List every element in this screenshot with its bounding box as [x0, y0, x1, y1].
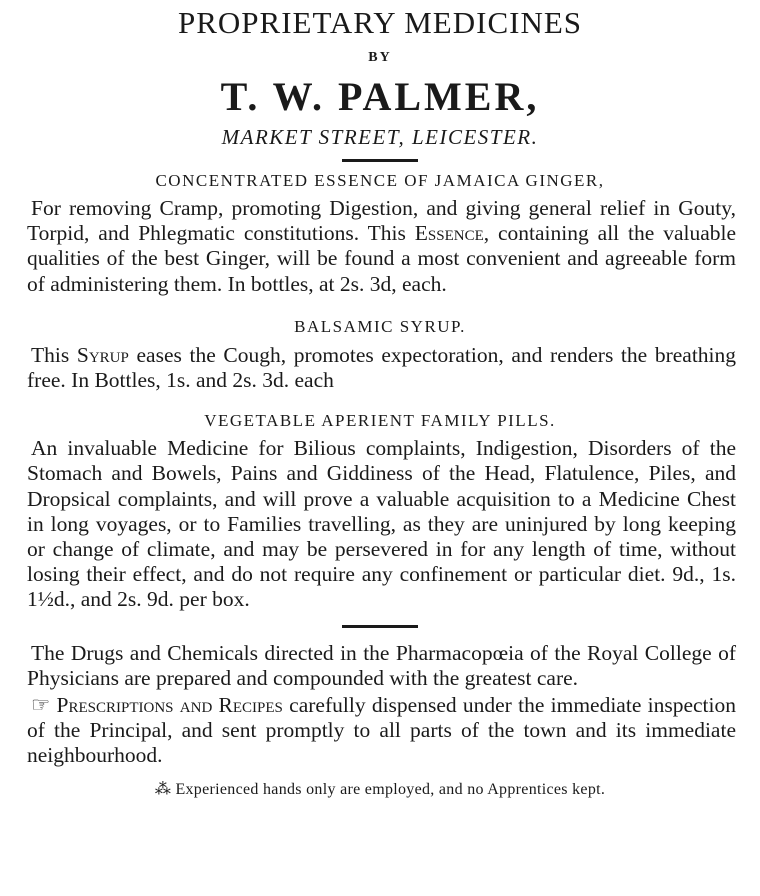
syrup-text-end: eases the Cough, promotes expectoration, and renders the breathing free. In Bottles, 1s. and 2s. 3d. each: [27, 342, 737, 393]
by-line: BY: [368, 50, 392, 65]
footnote-text: Experienced hands only are employed, and no Apprentices kept.: [175, 780, 606, 798]
divider-rule: [342, 159, 418, 162]
prescriptions-description: [27, 693, 736, 769]
prescriptions-small-caps: Prescriptions and Recipes: [56, 693, 283, 718]
proprietor-name: T. W. PALMER,: [220, 74, 540, 119]
divider-rule: [342, 625, 418, 628]
proprietor-address: MARKET STREET, LEICESTER.: [221, 125, 539, 149]
ginger-text-start: For removing Cramp, promoting Digestion, and giving general relief in Gouty, Torpid, and Phlegmatic constitutions. This: [27, 196, 736, 246]
syrup-heading: BALSAMIC SYRUP.: [294, 316, 466, 336]
prescriptions-text: carefully dispensed under the immediate inspection of the Principal, and sent promptly to all parts of the town and its immediate neighbourhood.: [27, 693, 737, 768]
pills-heading: VEGETABLE APERIENT FAMILY PILLS.: [204, 411, 556, 431]
essence-small-caps: Essence: [414, 221, 484, 246]
footnote: [0, 779, 760, 801]
syrup-text-start: This: [31, 342, 70, 367]
ad-title: PROPRIETARY MEDICINES: [177, 5, 583, 40]
syrup-description: [27, 343, 736, 393]
syrup-small-caps: Syrup: [76, 342, 129, 367]
pills-description: An invaluable Medicine for Bilious complaints, Indigestion, Disorders of the Stomach and Bowels, Pains and Giddiness of the Head, Flatulence, Piles, and Dropsical complaints, and will prove a valuable acquisition to a Medicine Chest in long voyages, or to Families travelling, as they are uninjured by long keeping or change of climate, and may be persevered in for any length of time, without losing their effect, and do not require any confinement or particular diet. 9d., 1s. 1½d., and 2s. 9d. per box.: [27, 436, 736, 612]
ginger-text-end: , containing all the valuable qualities of the best Ginger, will be found a most convenient and agreeable form of administering them. In bottles, at 2s. 3d, each.: [27, 221, 737, 296]
asterism-icon: ⁂: [154, 780, 172, 798]
ginger-description: [27, 196, 736, 297]
ginger-heading: CONCENTRATED ESSENCE OF JAMAICA GINGER,: [155, 171, 605, 190]
drugs-description: The Drugs and Chemicals directed in the Pharmacopœia of the Royal College of Physicians are prepared and compounded with the greatest care.: [27, 640, 736, 690]
pointing-hand-icon: ☞: [31, 693, 51, 718]
